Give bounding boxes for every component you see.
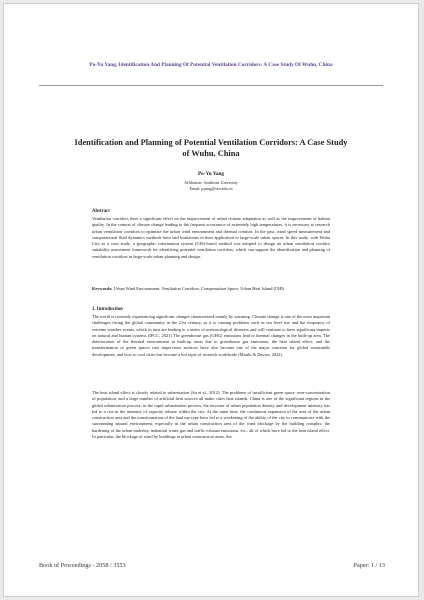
paper-title: Identification and Planning of Potential Ventilation Corridors: A Case Study of Wuhu, China xyxy=(74,138,348,158)
abstract-heading: Abstract xyxy=(92,209,110,214)
header-divider xyxy=(39,85,383,86)
proceedings-footer: Book of Proceedings - 2058 / 3553 xyxy=(39,562,126,569)
abstract-text: Ventilation corridors have a significant effect on the improvement of urban climate adaptation as well as the improvement of habitat quality. In the context of climate change leading to the frequent occurrence of extremely high temperatures, it is necessary to research urban ventilation corridors to optimize the urban wind environment and thermal comfort. In the past, wind speed measurement and computational fluid dynamics methods have had limitations in their application to large-scale urban spaces. In this study, with Wuhu City as a case study, a geographic information system (GIS)-based method was adopted to design an urban ventilation corridor suitability assessment framework for identifying potential ventilation corridors, which can support the identification and planning of ventilation corridors in large-scale urban planning and design. xyxy=(92,216,330,259)
introduction-heading: 1. Introduction xyxy=(92,307,123,312)
running-title: Po-Yu Yang, Identification And Planning Of Potential Ventilation Corridors: A Case Study Of Wuhu, China xyxy=(89,62,333,68)
keywords-text: Urban Wind Environment; Ventilation Corridors; Compensation Space; Urban Heat Island (UHI) xyxy=(113,286,285,291)
author-affiliation: Affiliation: Southeast University xyxy=(184,180,238,185)
introduction-paragraph-1: The world is currently experiencing significant changes characterized mainly by warming. Climate change is one of the most important challenges facing the global community in the 21st century, as it is causing problems such as sea level rise and the frequency of extreme weather events, which in turn are leading to a series of meteorological disasters and will continue to have significant impacts on natural and human systems (IPCC, 2021) The greenhouse gas (GHG) emissions lead to thermal changes in the built-up area. The deterioration of the thermal environment in built-up areas due to greenhouse gas emissions, the heat island effect, and the transformation of green spaces into impervious surfaces have also become one of the major concerns for global sustainable development, and how to cool cities has become a hot topic of research worldwide (Mirabi & Davies, 2022). xyxy=(92,314,330,357)
paper-page xyxy=(3,3,419,597)
author-email: Email: pyang@seu.edu.cn xyxy=(189,186,233,191)
keywords-label: Keywords: xyxy=(92,286,113,291)
page-number-footer: Paper: 1 / 13 xyxy=(353,562,385,569)
keywords xyxy=(92,286,330,292)
introduction-paragraph-2: The heat island effect is closely related to urbanisation (Su et al., 2012). The problems of insufficient green space, over-concentration of population, and a large number of artificial heat sources all make cities heat islands. China is one of the significant regions in the global urbanisation process; in the rapid urbanisation process, the increase of urban population density and development intensity has led to a rise in the intensity of capacity release within the city. At the same time, the continuous expansion of the area of the urban construction area and the transformation of the land use type have led to a weakening of the ability of the city to communicate with the surrounding natural environment, especially in the urban construction area of the wind blockage by the building complex, the hardening of the urban underlay, industrial waste gas and traffic exhaust emissions, etc., all of which have led to the heat island effect. In particular, the blockage of wind by buildings in urban construction areas, the xyxy=(92,390,330,440)
author-name: Po-Yu Yang xyxy=(198,171,224,177)
